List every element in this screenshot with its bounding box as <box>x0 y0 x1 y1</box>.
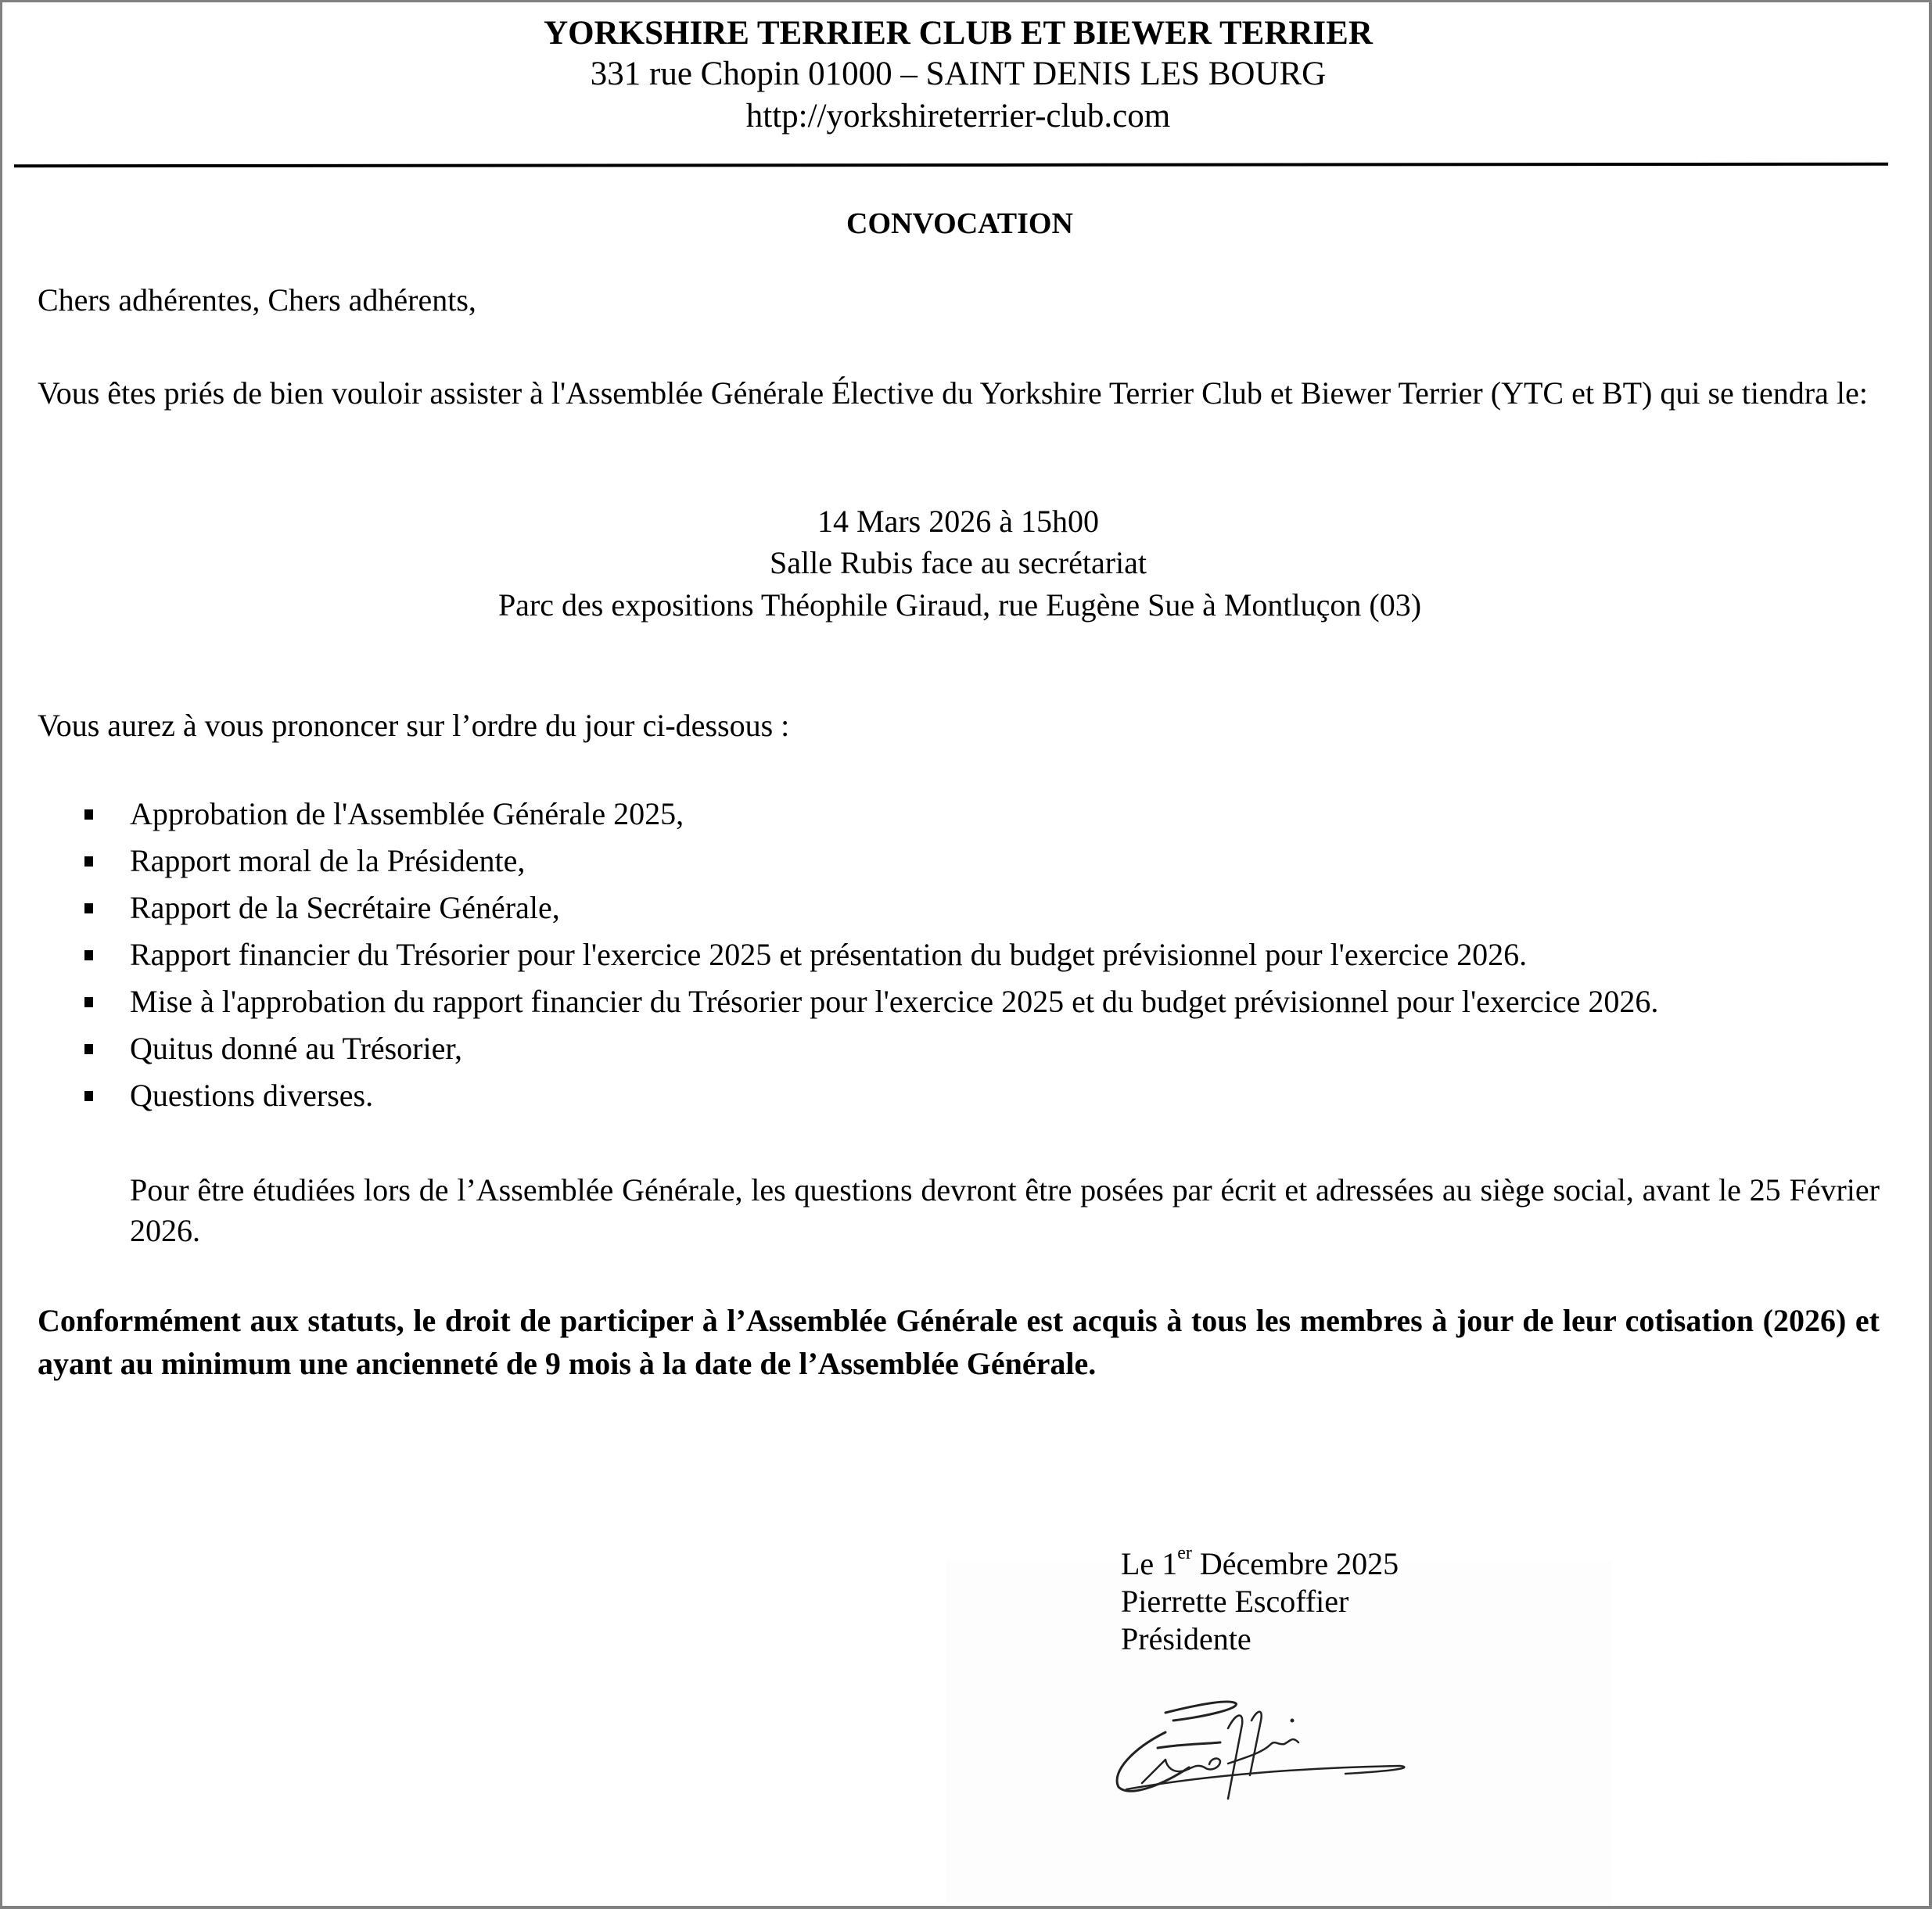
square-bullet-icon <box>84 1091 93 1101</box>
square-bullet-icon <box>84 856 93 867</box>
agenda-item-text: Rapport moral de la Présidente, <box>130 843 526 878</box>
signature-date: Le 1er Décembre 2025 <box>1121 1543 1399 1581</box>
square-bullet-icon <box>84 997 93 1007</box>
agenda-item-text: Mise à l'approbation du rapport financier du Trésorier pour l'exercice 2025 et du budget prévisionnel pour l'exercice 2026. <box>130 984 1659 1019</box>
event-room: Salle Rubis face au secrétariat <box>770 545 1147 580</box>
event-datetime: 14 Mars 2026 à 15h00 <box>817 504 1099 539</box>
document-title: CONVOCATION <box>846 207 1073 240</box>
agenda-item <box>0 1028 1885 1069</box>
square-bullet-icon <box>84 1044 93 1054</box>
agenda-item <box>0 888 1885 928</box>
organization-address: 331 rue Chopin 01000 – SAINT DENIS LES BOURG <box>590 56 1327 92</box>
agenda-item-text: Approbation de l'Assemblée Générale 2025, <box>130 796 684 831</box>
agenda-item-text: Questions diverses. <box>130 1078 374 1113</box>
agenda-item-text: Quitus donné au Trésorier, <box>130 1031 463 1066</box>
square-bullet-icon <box>84 903 93 913</box>
square-bullet-icon <box>84 809 93 820</box>
agenda-intro: Vous aurez à vous prononcer sur l’ordre du jour ci-dessous : <box>38 708 790 743</box>
square-bullet-icon <box>84 950 93 960</box>
agenda-item <box>0 794 1885 834</box>
salutation: Chers adhérentes, Chers adhérents, <box>38 282 476 318</box>
event-venue: Parc des expositions Théophile Giraud, rue Eugène Sue à Montluçon (03) <box>497 587 1422 623</box>
signatory-name: Pierrette Escoffier <box>1121 1584 1349 1619</box>
agenda-item <box>0 935 1885 975</box>
signatory-role: Présidente <box>1121 1621 1251 1656</box>
agenda-item <box>0 841 1885 881</box>
agenda-item-text: Rapport de la Secrétaire Générale, <box>130 890 560 925</box>
intro-paragraph: Vous êtes priés de bien vouloir assister à l'Assemblée Générale Élective du Yorkshire Terrier Club et Biewer Terrier (YTC et BT) qui se tiendra le: <box>38 375 1868 411</box>
agenda-list <box>0 794 1885 1122</box>
organization-name: YORKSHIRE TERRIER CLUB ET BIEWER TERRIER <box>544 15 1373 52</box>
organization-website: http://yorkshireterrier-club.com <box>745 98 1171 135</box>
agenda-item-text: Rapport financier du Trésorier pour l'exercice 2025 et présentation du budget prévisionnel pour l'exercice 2026. <box>130 937 1528 972</box>
signature-block <box>1121 1545 1399 1658</box>
questions-note: Pour être étudiées lors de l’Assemblée Générale, les questions devront être posées par écrit et adressées au siège social, avant le 25 Février 2026. <box>130 1172 1880 1248</box>
eligibility-statement: Conformément aux statuts, le droit de participer à l’Assemblée Générale est acquis à tous les membres à jour de leur cotisation (2026) et ayant au minimum une ancienneté de 9 mois à la date de l’Assemblée Générale. <box>38 1303 1880 1381</box>
agenda-item <box>0 981 1885 1022</box>
handwritten-signature-icon <box>1111 1689 1439 1810</box>
agenda-item <box>0 1075 1885 1116</box>
